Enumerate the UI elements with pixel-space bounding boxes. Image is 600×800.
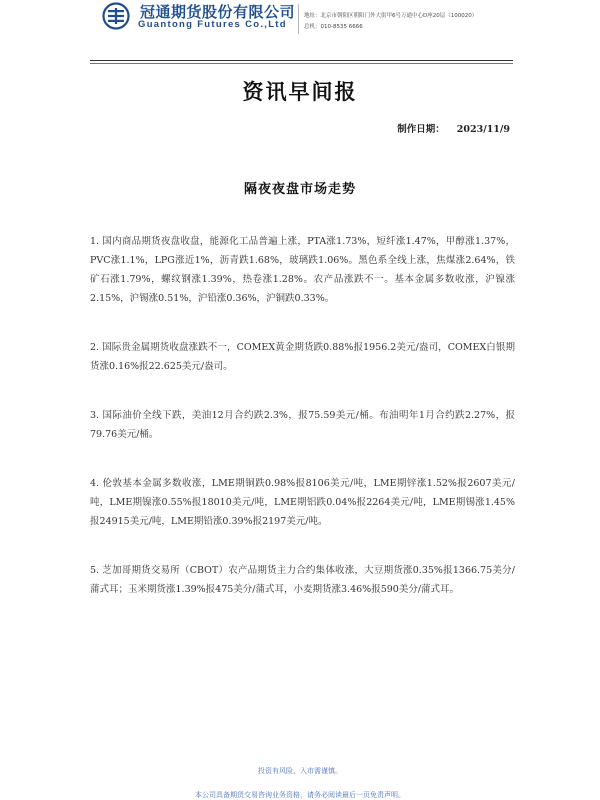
news-item: 5. 芝加哥期货交易所（CBOT）农产品期货主力合约集体收涨，大豆期货涨0.35%报1366.75美分/蒲式耳；玉米期货涨1.39%报475美分/蒲式耳，小麦期货涨3.46%报590美分/蒲式耳。 <box>90 565 515 595</box>
news-item: 1. 国内商品期货夜盘收盘，能源化工品普遍上涨，PTA涨1.73%，短纤涨1.47%，甲醇涨1.37%，PVC涨1.1%，LPG涨近1%，沥青跌1.68%，玻璃跌1.06%。黑色系全线上涨，焦煤涨2.64%，铁矿石涨1.79%，螺纹钢涨1.39%，热卷涨1.28%。农产品涨跌不一。基本金属多数收涨，沪镍涨2.15%，沪锡涨0.51%，沪铅涨0.36%，沪铜跌0.33%。 <box>90 236 515 304</box>
news-item: 3. 国际油价全线下跌，美油12月合约跌2.3%，报75.59美元/桶。布油明年1月合约跌2.27%，报79.76美元/桶。 <box>90 410 515 440</box>
company-name-en: Guantong Futures Co.,Ltd <box>138 19 287 30</box>
company-phone: 总机：010-8535 6666 <box>304 24 363 30</box>
date-label: 制作日期： <box>397 124 445 135</box>
date-value: 2023/11/9 <box>456 124 510 135</box>
header-rule-thin <box>90 63 513 64</box>
guantong-logo-icon <box>102 2 130 30</box>
header-rule <box>90 60 513 61</box>
header-divider <box>298 4 299 34</box>
section-title: 隔夜夜盘市场走势 <box>243 182 356 197</box>
page-header <box>0 0 600 40</box>
disclaimer: 本公司具备期货交易咨询业务资格，请务必阅读最后一页免责声明。 <box>195 791 405 799</box>
document-title: 资讯早间报 <box>242 79 358 104</box>
company-name-cn: 冠通期货股份有限公司 <box>140 3 296 21</box>
risk-notice: 投资有风险，入市需谨慎。 <box>258 767 342 775</box>
news-content <box>90 232 515 599</box>
news-item: 2. 国际贵金属期货收盘涨跌不一，COMEX黄金期货跌0.88%报1956.2美元/盎司，COMEX白银期货涨0.16%报22.625美元/盎司。 <box>90 342 515 372</box>
production-date <box>397 121 510 135</box>
news-item: 4. 伦敦基本金属多数收涨，LME期铜跌0.98%报8106美元/吨，LME期锌涨1.52%报2607美元/吨，LME期镍涨0.55%报18010美元/吨，LME期铝跌0.04%报2264美元/吨，LME期锡涨1.45%报24915美元/吨，LME期铅涨0.39%报2197美元/吨。 <box>90 478 515 527</box>
company-address: 地址：北京市朝阳区朝阳门外大街甲6号万通中心D座20层（100020） <box>304 13 478 19</box>
